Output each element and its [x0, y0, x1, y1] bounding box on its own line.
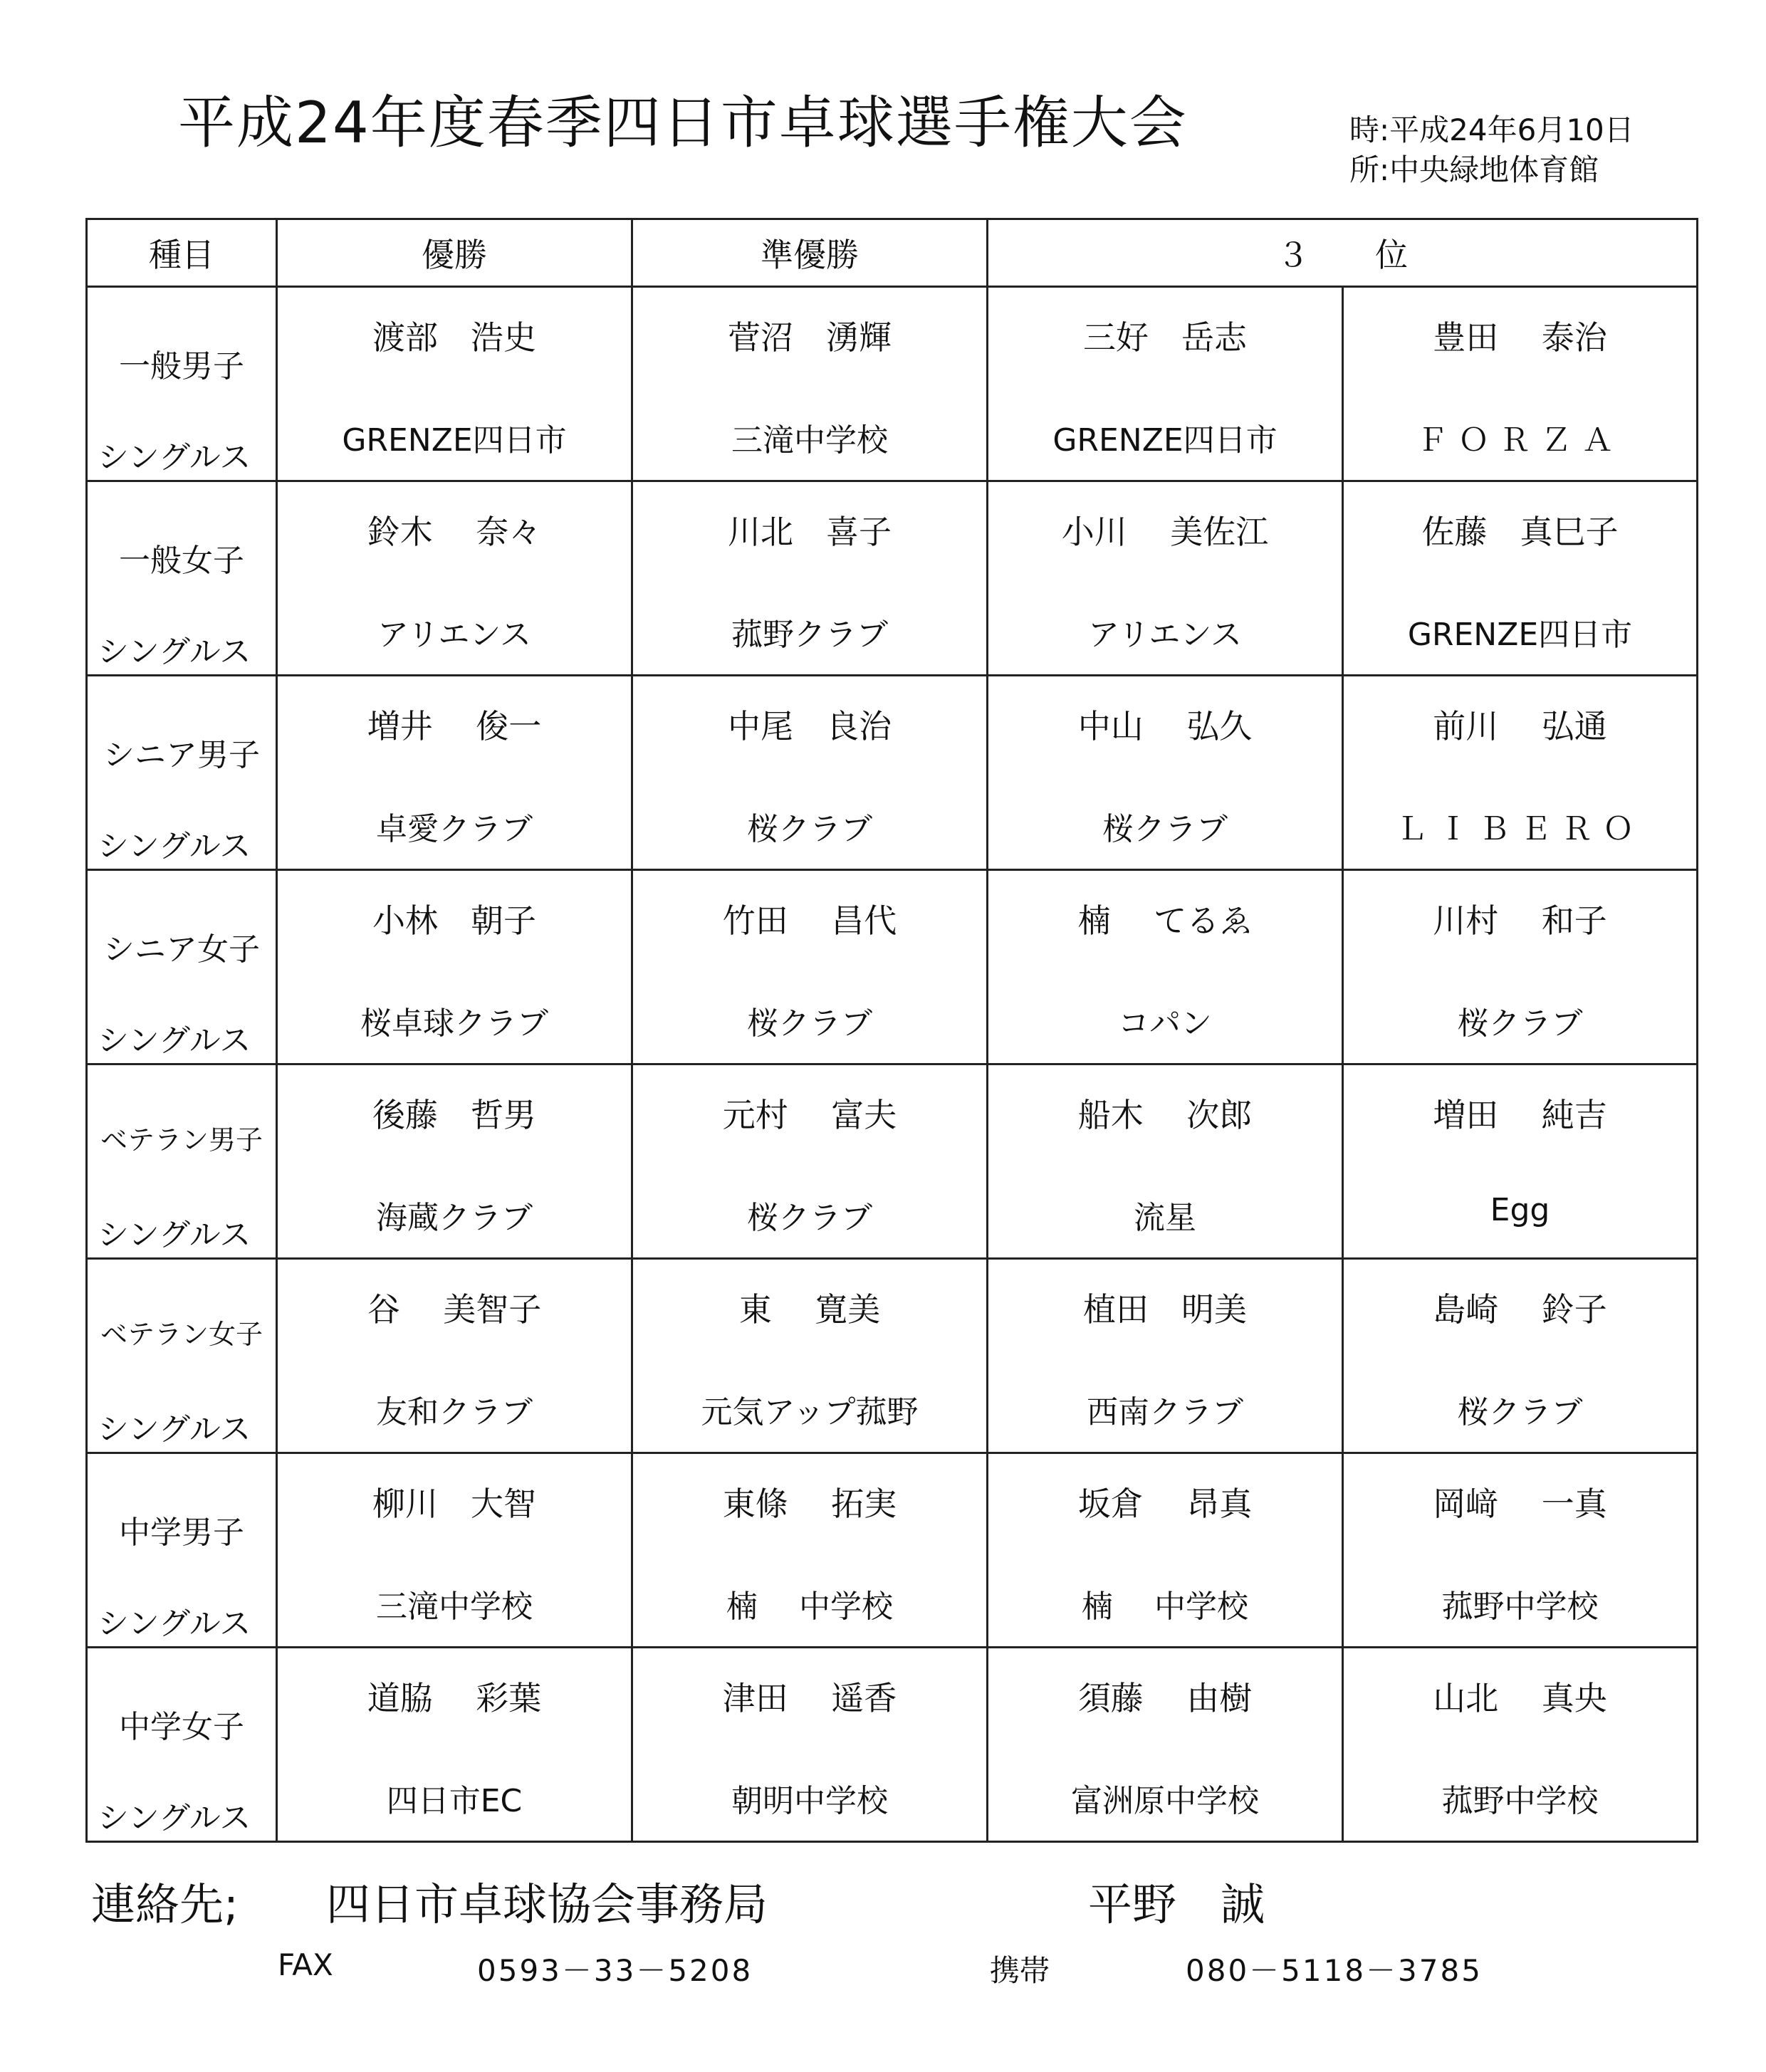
result-cell — [632, 287, 988, 481]
table-row — [87, 1648, 1698, 1842]
player-club: 元気アップ菰野 — [701, 1394, 919, 1430]
table-row — [87, 481, 1698, 676]
fax-label: FAX — [278, 1947, 333, 1982]
event-category: 中学男子 — [119, 1514, 244, 1551]
player-club: 三滝中学校 — [731, 422, 888, 459]
player-club: GRENZE四日市 — [1052, 422, 1278, 459]
contact-organization: 四日市卓球協会事務局 — [326, 1878, 768, 1930]
result-cell — [988, 481, 1343, 676]
player-name: 元村 富夫 — [722, 1096, 897, 1134]
player-name: 岡﨑 一真 — [1433, 1485, 1607, 1523]
player-club: 桜クラブ — [1457, 1005, 1583, 1042]
player-name: 須藤 由樹 — [1077, 1679, 1253, 1717]
player-name: 三好 岳志 — [1083, 318, 1247, 357]
result-cell — [277, 676, 632, 870]
player-club: Egg — [1490, 1192, 1550, 1228]
header-row — [87, 219, 1698, 287]
event-type: シングルス — [98, 828, 251, 864]
player-name: 谷 美智子 — [367, 1290, 542, 1329]
player-club: アリエンス — [377, 617, 532, 653]
player-name: 竹田 昌代 — [722, 901, 897, 940]
player-club: 海蔵クラブ — [376, 1200, 533, 1236]
player-name: 渡部 浩史 — [372, 318, 536, 357]
results-table — [85, 218, 1698, 1843]
event-venue: 所:中央緑地体育館 — [1349, 152, 1599, 187]
player-name: 小川 美佐江 — [1061, 513, 1269, 551]
result-cell — [988, 1648, 1343, 1842]
result-cell — [988, 287, 1343, 481]
result-cell — [988, 1064, 1343, 1259]
result-cell — [988, 1259, 1343, 1453]
player-name: 島崎 鈴子 — [1433, 1290, 1607, 1329]
event-category: 一般男子 — [119, 348, 244, 384]
player-name: 小林 朝子 — [372, 901, 536, 940]
player-club: 三滝中学校 — [376, 1589, 533, 1625]
result-cell — [1343, 1259, 1698, 1453]
result-cell — [988, 1453, 1343, 1648]
player-name: 船木 次郎 — [1077, 1096, 1253, 1134]
result-cell — [988, 870, 1343, 1064]
contact-person: 平野 誠 — [1088, 1878, 1265, 1930]
player-club: ＦＯＲＺＡ — [1416, 422, 1624, 459]
event-type: シングルス — [98, 1411, 251, 1448]
header-third: ３ 位 — [988, 219, 1698, 287]
table-row — [87, 1064, 1698, 1259]
result-cell — [1343, 287, 1698, 481]
player-club: 菰野クラブ — [731, 617, 888, 653]
event-cell — [87, 287, 277, 481]
event-type: シングルス — [98, 439, 251, 476]
event-cell — [87, 1453, 277, 1648]
table-row — [87, 1453, 1698, 1648]
table-row — [87, 1259, 1698, 1453]
player-club: 桜クラブ — [1102, 811, 1228, 847]
event-category: ベテラン男子 — [100, 1124, 263, 1156]
result-cell — [1343, 1648, 1698, 1842]
event-type: シングルス — [98, 1800, 251, 1836]
event-type: シングルス — [98, 1606, 251, 1642]
result-cell — [1343, 676, 1698, 870]
event-cell — [87, 676, 277, 870]
mobile-label: 携帯 — [990, 1953, 1050, 1988]
fax-number: 0593－33－5208 — [477, 1953, 753, 1988]
player-name: 前川 弘通 — [1433, 707, 1607, 745]
player-club: 桜クラブ — [747, 811, 872, 847]
result-cell — [1343, 1453, 1698, 1648]
result-cell — [277, 1453, 632, 1648]
result-cell — [277, 1648, 632, 1842]
player-club: 桜卓球クラブ — [360, 1005, 548, 1042]
player-club: 西南クラブ — [1087, 1394, 1243, 1430]
player-club: 四日市EC — [386, 1783, 523, 1819]
player-club: 桜クラブ — [747, 1005, 872, 1042]
event-category: 一般女子 — [119, 543, 244, 579]
player-name: 増田 純吉 — [1433, 1096, 1607, 1134]
player-club: 朝明中学校 — [731, 1783, 888, 1819]
header-runner-up: 準優勝 — [632, 219, 988, 287]
event-type: シングルス — [98, 1022, 251, 1059]
player-name: 菅沼 湧輝 — [728, 318, 892, 357]
player-name: 中山 弘久 — [1077, 707, 1253, 745]
page-title: 平成24年度春季四日市卓球選手権大会 — [178, 90, 1188, 156]
player-name: 後藤 哲男 — [372, 1096, 536, 1134]
contact-line — [91, 1869, 1265, 1932]
result-cell — [277, 870, 632, 1064]
player-club: 菰野中学校 — [1441, 1783, 1599, 1819]
result-cell — [277, 1259, 632, 1453]
player-club: アリエンス — [1087, 617, 1243, 653]
player-club: GRENZE四日市 — [1407, 617, 1633, 653]
result-cell — [632, 481, 988, 676]
result-cell — [1343, 481, 1698, 676]
player-name: 坂倉 昂真 — [1077, 1485, 1253, 1523]
player-name: 東條 拓実 — [722, 1485, 897, 1523]
result-cell — [632, 1064, 988, 1259]
player-name: 柳川 大智 — [372, 1485, 536, 1523]
player-club: 菰野中学校 — [1441, 1589, 1599, 1625]
player-club: 楠 中学校 — [1082, 1589, 1248, 1625]
event-category: シニア女子 — [103, 931, 260, 968]
event-date: 時:平成24年6月10日 — [1349, 113, 1634, 147]
player-club: 桜クラブ — [1457, 1394, 1583, 1430]
mobile-number: 080－5118－3785 — [1186, 1953, 1483, 1988]
player-name: 川北 喜子 — [728, 513, 892, 551]
player-club: GRENZE四日市 — [342, 422, 567, 459]
result-cell — [632, 1259, 988, 1453]
player-club: ＬＩＢＥＲＯ — [1396, 811, 1644, 847]
player-name: 佐藤 真巳子 — [1421, 513, 1619, 551]
player-club: コパン — [1118, 1005, 1212, 1042]
player-name: 楠 てるゑ — [1077, 901, 1253, 940]
player-club: 友和クラブ — [376, 1394, 533, 1430]
table-row — [87, 676, 1698, 870]
event-type: シングルス — [98, 1217, 251, 1253]
header-winner: 優勝 — [277, 219, 632, 287]
table-row — [87, 870, 1698, 1064]
player-club: 流星 — [1134, 1200, 1196, 1236]
header-event: 種目 — [87, 219, 277, 287]
event-category: シニア男子 — [103, 737, 260, 773]
result-cell — [1343, 1064, 1698, 1259]
result-cell — [277, 1064, 632, 1259]
result-cell — [632, 870, 988, 1064]
event-cell — [87, 870, 277, 1064]
event-cell — [87, 1064, 277, 1259]
player-name: 豊田 泰治 — [1433, 318, 1607, 357]
event-cell — [87, 1259, 277, 1453]
result-cell — [1343, 870, 1698, 1064]
table-row — [87, 287, 1698, 481]
player-name: 鈴木 奈々 — [367, 513, 542, 551]
result-cell — [632, 676, 988, 870]
result-cell — [277, 287, 632, 481]
player-name: 津田 遥香 — [722, 1679, 897, 1717]
player-club: 卓愛クラブ — [376, 811, 533, 847]
player-name: 東 寛美 — [738, 1290, 881, 1329]
player-name: 山北 真央 — [1433, 1679, 1607, 1717]
result-cell — [277, 481, 632, 676]
player-name: 道脇 彩葉 — [367, 1679, 542, 1717]
result-cell — [988, 676, 1343, 870]
event-category: 中学女子 — [119, 1709, 244, 1745]
player-name: 川村 和子 — [1433, 901, 1607, 940]
player-club: 富洲原中学校 — [1071, 1783, 1259, 1819]
event-category: ベテラン女子 — [100, 1319, 263, 1350]
player-name: 増井 俊一 — [367, 707, 542, 745]
event-cell — [87, 1648, 277, 1842]
result-cell — [632, 1453, 988, 1648]
player-name: 中尾 良治 — [728, 707, 892, 745]
player-name: 植田 明美 — [1083, 1290, 1247, 1329]
player-club: 楠 中学校 — [726, 1589, 893, 1625]
contact-label: 連絡先; — [91, 1878, 239, 1930]
event-cell — [87, 481, 277, 676]
player-club: 桜クラブ — [747, 1200, 872, 1236]
event-type: シングルス — [98, 634, 251, 670]
result-cell — [632, 1648, 988, 1842]
